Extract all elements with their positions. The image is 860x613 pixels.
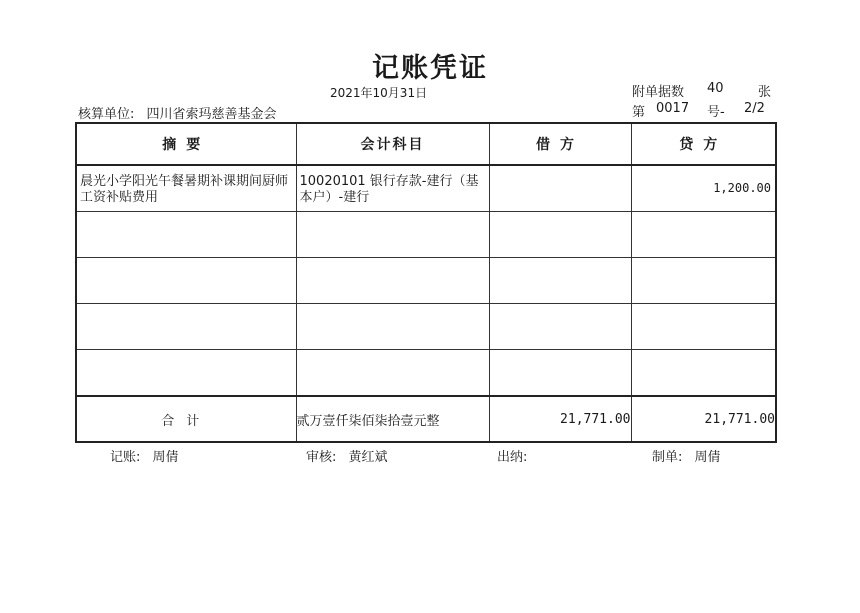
header-debit: 借方 xyxy=(489,123,631,165)
row-summary: 晨光小学阳光午餐暑期补课期间厨师工资补贴费用 xyxy=(80,174,289,205)
footer-cashier xyxy=(497,446,535,465)
table-row xyxy=(76,350,776,397)
row-credit xyxy=(632,350,776,365)
table-row xyxy=(76,212,776,258)
reviewer-name: 黄红斌 xyxy=(348,450,388,465)
row-credit xyxy=(632,304,776,319)
table-row xyxy=(76,165,776,212)
total-row xyxy=(76,396,776,442)
row-debit xyxy=(490,166,631,181)
attachments-info xyxy=(632,81,772,100)
unit-label: 核算单位: xyxy=(78,107,135,122)
accounting-unit xyxy=(78,103,277,122)
row-summary xyxy=(77,258,296,266)
header-account: 会计科目 xyxy=(296,123,489,165)
footer-preparer xyxy=(652,446,721,465)
cashier-label: 出纳: xyxy=(497,450,528,465)
row-account xyxy=(297,304,489,312)
attachments-label: 附单据数 xyxy=(632,85,685,100)
row-account: 10020101 银行存款-建行（基本户）-建行 xyxy=(299,174,479,205)
footer-bookkeeper xyxy=(110,446,179,465)
row-summary xyxy=(77,212,296,220)
table-row xyxy=(76,258,776,304)
row-debit xyxy=(490,304,631,319)
row-credit xyxy=(632,258,776,273)
row-summary xyxy=(77,350,296,358)
row-debit xyxy=(490,258,631,273)
header-credit: 贷方 xyxy=(631,123,776,165)
footer-reviewer xyxy=(306,446,388,465)
voucher-title: 记账凭证 xyxy=(372,53,488,84)
row-account xyxy=(297,212,489,220)
header-summary: 摘要 xyxy=(76,123,296,165)
voucher-number-value: 0017 xyxy=(656,101,690,116)
bookkeeper-label: 记账: xyxy=(110,450,141,465)
voucher-table xyxy=(75,122,777,443)
unit-name: 四川省索玛慈善基金会 xyxy=(146,107,277,122)
voucher-number-prefix: 第 xyxy=(632,105,646,120)
voucher-date: 2021年10月31日 xyxy=(330,86,428,100)
row-debit xyxy=(490,350,631,365)
attachments-count: 40 xyxy=(707,81,724,96)
preparer-name: 周倩 xyxy=(694,450,721,465)
total-amount-words: 贰万壹仟柒佰柒拾壹元整 xyxy=(296,396,489,442)
voucher-number-suffix: 号- xyxy=(707,105,725,120)
total-label: 合计 xyxy=(76,396,296,442)
row-debit xyxy=(490,212,631,227)
reviewer-label: 审核: xyxy=(306,450,337,465)
row-credit: 1,200.00 xyxy=(713,181,771,195)
attachments-unit: 张 xyxy=(758,85,772,100)
total-credit: 21,771.00 xyxy=(631,396,776,442)
total-debit: 21,771.00 xyxy=(489,396,631,442)
table-row xyxy=(76,304,776,350)
row-summary xyxy=(77,304,296,312)
voucher-page: 2/2 xyxy=(744,101,765,116)
preparer-label: 制单: xyxy=(652,450,683,465)
row-account xyxy=(297,258,489,266)
row-account xyxy=(297,350,489,358)
bookkeeper-name: 周倩 xyxy=(152,450,179,465)
row-credit xyxy=(632,212,776,227)
table-header-row xyxy=(76,123,776,165)
